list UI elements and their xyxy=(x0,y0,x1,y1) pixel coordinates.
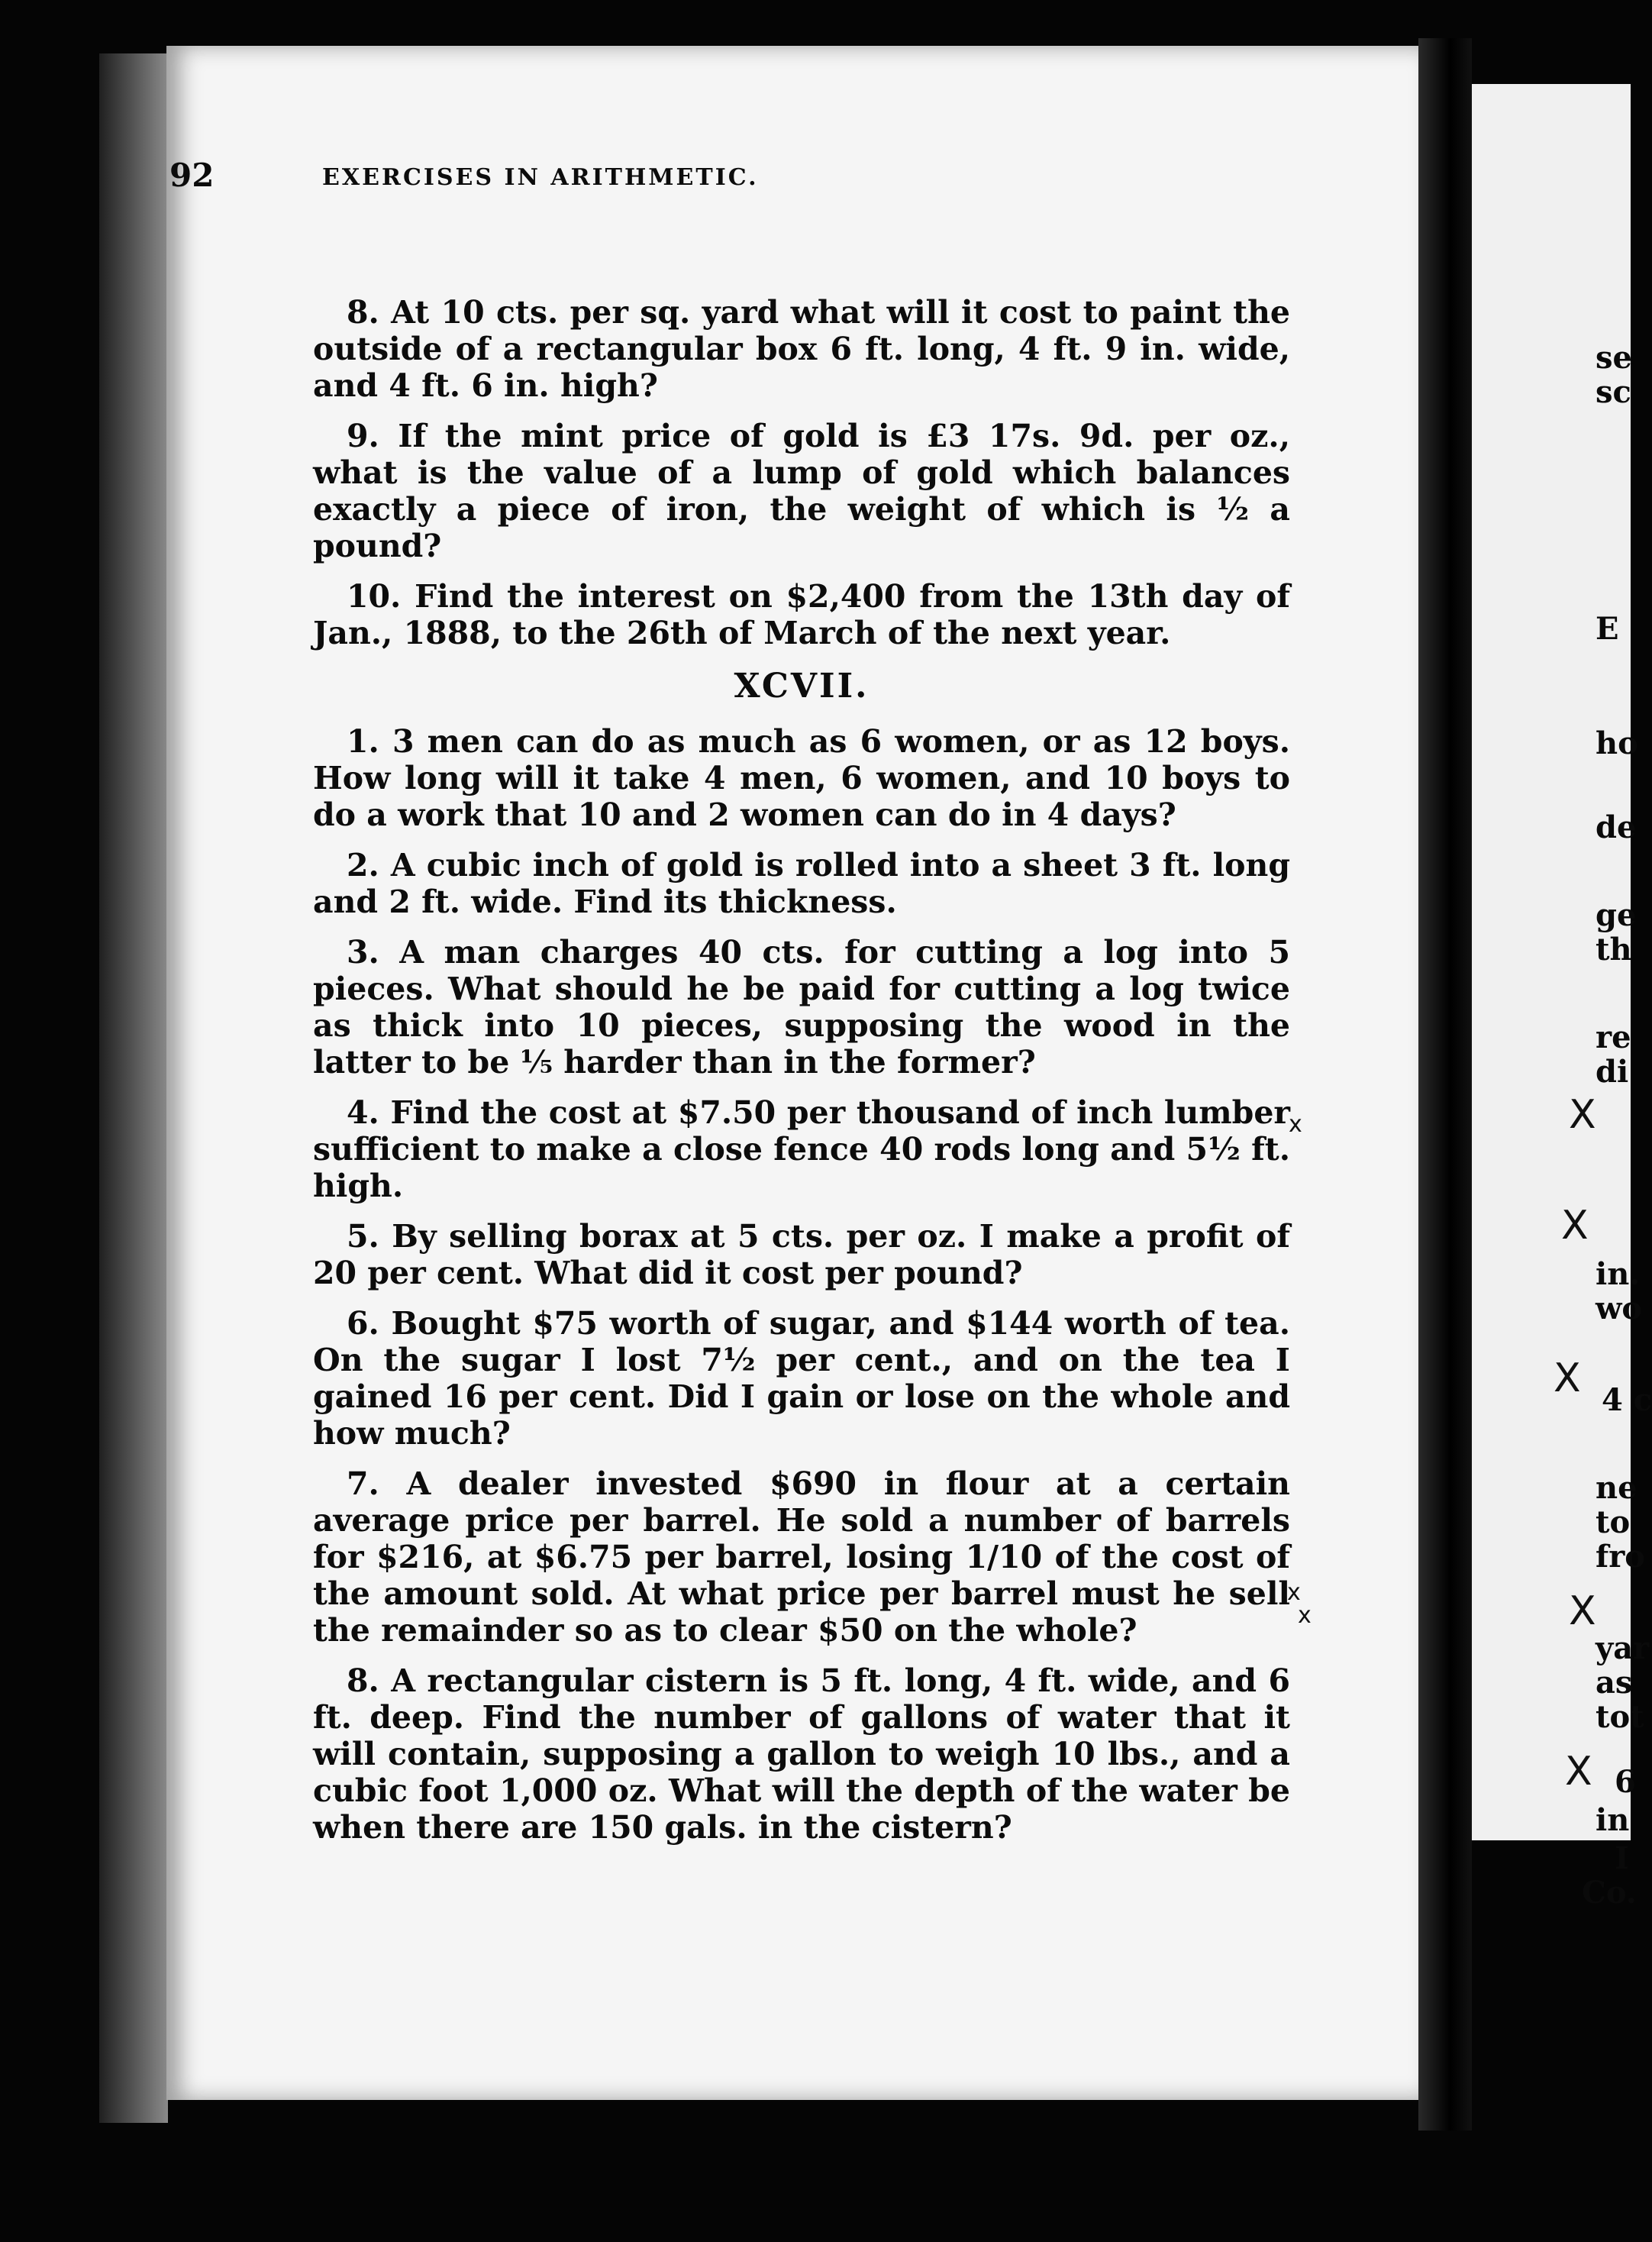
problem-item xyxy=(313,418,1290,564)
problem-item xyxy=(313,1305,1290,1452)
facing-text: I xyxy=(1615,1840,1629,1876)
problem-number: 7. xyxy=(347,1465,379,1502)
facing-text: 6 xyxy=(1615,1764,1636,1800)
facing-text: fro xyxy=(1596,1539,1645,1575)
problem-text: A cubic inch of gold is rolled into a sheet 3 ft. long and 2 ft. wide. Find its thickness. xyxy=(313,847,1290,920)
facing-text: yar xyxy=(1596,1630,1650,1666)
facing-text: as xyxy=(1596,1665,1633,1701)
book-gutter xyxy=(1418,38,1472,2131)
problem-item xyxy=(313,934,1290,1081)
problem-text: A man charges 40 cts. for cutting a log into 5 pieces. What should he be paid for cutting a log twice as thick into 10 pieces, supposing the wood in the latter to be ⅕ harder than in the former? xyxy=(313,934,1290,1081)
problem-number: 1. xyxy=(347,723,379,760)
margin-mark: x xyxy=(1289,1111,1302,1138)
handwritten-x-mark: X xyxy=(1565,1749,1592,1795)
margin-mark: x xyxy=(1287,1579,1301,1606)
handwritten-x-mark: X xyxy=(1569,1588,1596,1634)
facing-text: in. xyxy=(1596,1256,1641,1292)
facing-text: 4 c xyxy=(1602,1382,1652,1418)
problem-text: 3 men can do as much as 6 women, or as 12 boys. How long will it take 4 men, 6 women, and 10 boys to do a work that 10 and 2 women can do in 4 days? xyxy=(313,723,1290,833)
problem-number: 4. xyxy=(347,1094,379,1131)
problem-item xyxy=(313,1218,1290,1291)
problem-number: 8. xyxy=(347,1662,379,1699)
facing-text: ne xyxy=(1596,1470,1637,1506)
facing-text: se xyxy=(1596,340,1632,376)
problem-item xyxy=(313,1662,1290,1846)
problem-item xyxy=(313,578,1290,651)
problem-text: A dealer invested $690 in flour at a certain average price per barrel. He sold a number of barrels for $216, at $6.75 per barrel, losing 1/10 of the cost of the amount sold. At what price per barrel must he sell the remainder so as to clear $50 on the whole? xyxy=(313,1465,1290,1649)
problem-item xyxy=(313,294,1290,404)
facing-text: Co. xyxy=(1582,1875,1637,1911)
problem-number: 2. xyxy=(347,847,379,884)
problem-item xyxy=(313,1465,1290,1649)
problem-item xyxy=(313,723,1290,833)
problem-number: 6. xyxy=(347,1305,379,1342)
handwritten-x-mark: X xyxy=(1569,1092,1596,1138)
problem-text: If the mint price of gold is £3 17s. 9d. per oz., what is the value of a lump of gold which balances exactly a piece of iron, the weight of which is ½ a pound? xyxy=(313,418,1290,564)
problem-number: 10. xyxy=(347,578,402,615)
facing-text: in xyxy=(1596,1802,1630,1838)
problem-number: 5. xyxy=(347,1218,379,1255)
facing-text: ho xyxy=(1596,725,1638,761)
problem-item xyxy=(313,847,1290,920)
facing-text: re xyxy=(1596,1019,1631,1055)
page-body xyxy=(313,294,1290,1859)
problem-number: 9. xyxy=(347,418,379,454)
problem-number: 8. xyxy=(347,294,379,331)
problem-text: At 10 cts. per sq. yard what will it cost to paint the outside of a rectangular box 6 ft. long, 4 ft. 9 in. wide, and 4 ft. 6 in. high? xyxy=(313,294,1290,404)
facing-text: E xyxy=(1596,611,1619,647)
facing-text: di xyxy=(1596,1054,1629,1090)
page-number: 92 xyxy=(169,157,215,194)
problem-item xyxy=(313,1094,1290,1204)
book-edge xyxy=(99,53,168,2123)
problem-number: 3. xyxy=(347,934,379,971)
facing-text: ge xyxy=(1596,897,1637,933)
facing-text: tot xyxy=(1596,1699,1644,1735)
margin-mark: x xyxy=(1298,1602,1312,1629)
section-heading: XCVII. xyxy=(734,667,870,706)
handwritten-x-mark: X xyxy=(1554,1355,1581,1401)
problem-text: Find the interest on $2,400 from the 13th day of Jan., 1888, to the 26th of March of the next year. xyxy=(313,578,1290,651)
facing-text: de xyxy=(1596,809,1637,845)
facing-text: to xyxy=(1596,1504,1631,1540)
facing-text: sc xyxy=(1596,374,1631,410)
handwritten-x-mark: X xyxy=(1561,1203,1589,1249)
facing-text: wo xyxy=(1596,1291,1643,1326)
problem-text: By selling borax at 5 cts. per oz. I make a profit of 20 per cent. What did it cost per pound? xyxy=(313,1218,1290,1291)
facing-text: th xyxy=(1596,932,1632,968)
problem-text: A rectangular cistern is 5 ft. long, 4 ft. wide, and 6 ft. deep. Find the number of gallons of water that it will contain, supposing a gallon to weigh 10 lbs., and a cubic foot 1,000 oz. What will the depth of the water be when there are 150 gals. in the cistern? xyxy=(313,1662,1290,1846)
problem-text: Bought $75 worth of sugar, and $144 worth of tea. On the sugar I lost 7½ per cent., and on the tea I gained 16 per cent. Did I gain or lose on the whole and how much? xyxy=(313,1305,1290,1452)
problem-text: Find the cost at $7.50 per thousand of inch lumber sufficient to make a close fence 40 rods long and 5½ ft. high. xyxy=(313,1094,1291,1204)
page-header xyxy=(169,157,1284,202)
running-title: EXERCISES IN ARITHMETIC. xyxy=(322,164,759,191)
